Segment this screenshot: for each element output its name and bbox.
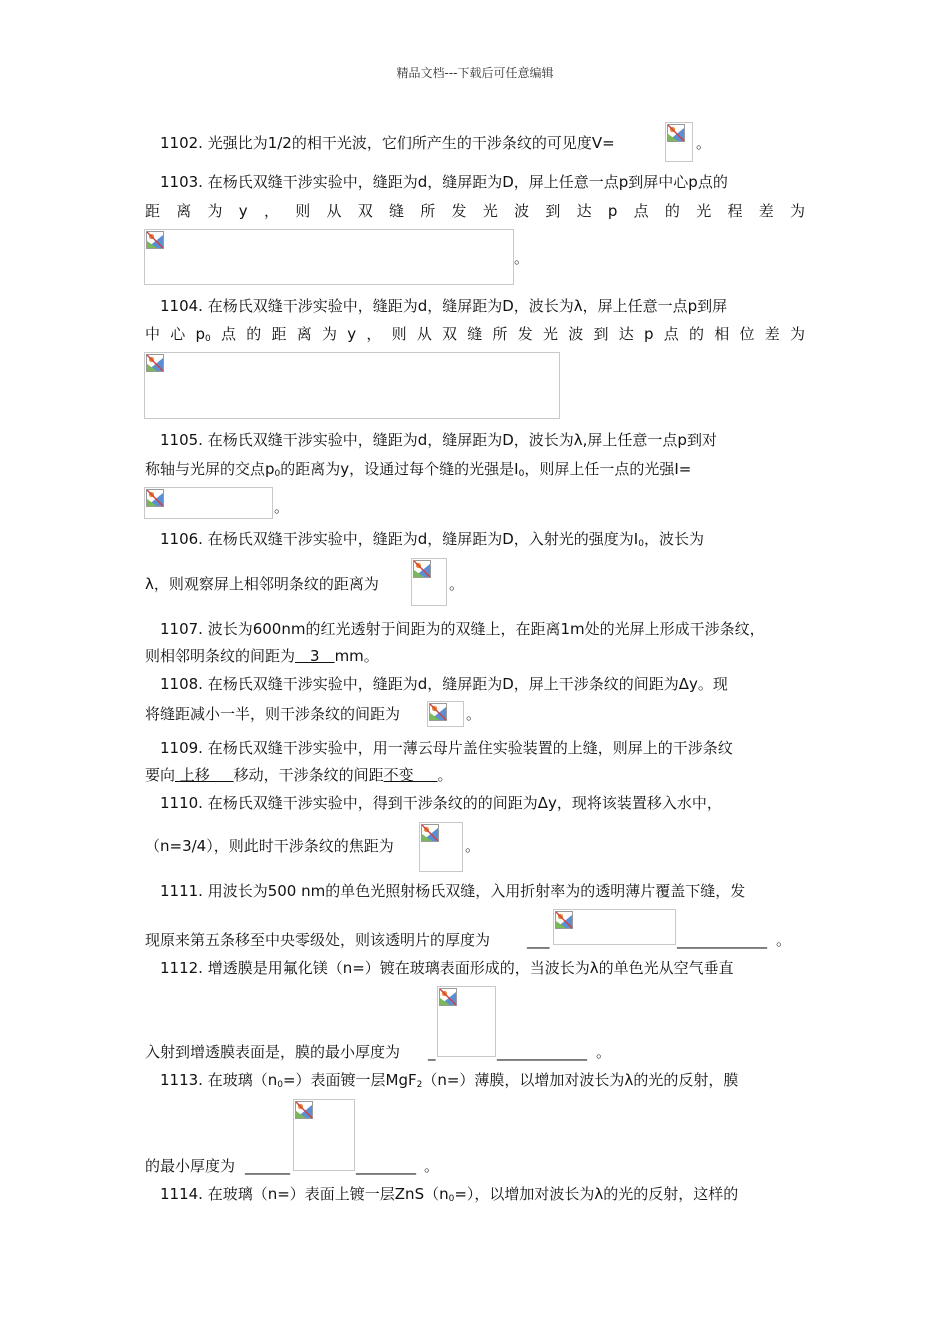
q1103-end: 。: [514, 249, 530, 267]
q1112-line1: 1112. 增透膜是用氟化镁（n=）镀在玻璃表面形成的，当波长为λ的单色光从空气垂直: [160, 959, 734, 977]
q1110-line2: （n=3/4），则此时干涉条纹的焦距为: [145, 837, 394, 855]
q1113-blank-right: ________: [356, 1157, 416, 1175]
q1112-blank-left: _: [428, 1043, 436, 1061]
q1106-formula-image: [411, 558, 447, 606]
broken-image-icon: [146, 354, 164, 372]
broken-image-icon: [555, 911, 573, 929]
q1106-end: 。: [449, 575, 465, 593]
q1108-line1: 1108. 在杨氏双缝干涉实验中，缝距为d，缝屏距为D，屏上干涉条纹的间距为Δy。现: [160, 675, 728, 693]
q1111-blank-right: ____________: [677, 931, 767, 949]
q1113-line1: 1113. 在玻璃$(n_0=)$表面镀一层MgF$_2$（n=）薄膜，以增加对波长为λ的光的反射，膜: [160, 1071, 739, 1090]
q1110-end: 。: [465, 837, 481, 855]
q1111-line1: 1111. 用波长为500 nm的单色光照射杨氏双缝，入用折射率为的透明薄片覆盖下缝，发: [160, 882, 746, 900]
q1113-end: 。: [424, 1157, 440, 1175]
q1107-line1: 1107. 波长为600nm的红光透射于间距为的双缝上，在距离1m处的光屏上形成干涉条纹，: [160, 620, 765, 638]
broken-image-icon: [413, 560, 431, 578]
broken-image-icon: [421, 824, 439, 842]
q1109-answer-direction: 上移: [175, 766, 234, 784]
q1102-formula-image: [665, 122, 693, 162]
q1104-line1: 1104. 在杨氏双缝干涉实验中，缝距为d，缝屏距为D，波长为λ，屏上任意一点p到屏: [160, 297, 728, 315]
q1103-formula-image: [144, 229, 514, 285]
broken-image-icon: [667, 124, 685, 142]
q1111-formula-image: [553, 909, 676, 945]
q1108-formula-image: [427, 701, 464, 727]
q1108-end: 。: [466, 705, 482, 723]
q1104-line2: 中心$p_0$点的距离为y，则从双缝所发光波到达p点的相位差为: [145, 325, 805, 344]
q1113-formula-image: [293, 1099, 355, 1171]
q1103-line2: 距离为y，则从双缝所发光波到达p点的光程差为: [145, 202, 805, 220]
q1110-line1: 1110. 在杨氏双缝干涉实验中，得到干涉条纹的的间距为Δy，现将该装置移入水中，: [160, 794, 722, 812]
q1105-end: 。: [274, 498, 290, 516]
q1113-blank-left: ______: [245, 1157, 290, 1175]
q1109-answer-spacing: 不变: [383, 766, 438, 784]
broken-image-icon: [429, 703, 447, 721]
q1109-line1: 1109. 在杨氏双缝干涉实验中，用一薄云母片盖住实验装置的上缝，则屏上的干涉条纹: [160, 739, 733, 757]
q1111-blank-left: ___: [527, 931, 550, 949]
q1103-line1: 1103. 在杨氏双缝干涉实验中，缝距为d，缝屏距为D，屏上任意一点p到屏中心p点的: [160, 173, 728, 191]
page-header: 精品文档---下载后可任意编辑: [396, 66, 554, 80]
q1102-line: [160, 133, 615, 153]
q1106-line2: λ，则观察屏上相邻明条纹的距离为: [145, 575, 379, 593]
q1111-line2: 现原来第五条移至中央零级处，则该透明片的厚度为: [145, 931, 491, 949]
q1105-line1: 1105. 在杨氏双缝干涉实验中，缝距为d，缝屏距为D，波长为λ,屏上任意一点p到对: [160, 431, 717, 449]
q1112-line2: 入射到增透膜表面是，膜的最小厚度为: [145, 1043, 401, 1061]
broken-image-icon: [146, 231, 164, 249]
q1104-formula-image: [144, 352, 560, 419]
q1102-end: 。: [696, 134, 712, 152]
q1108-line2: 将缝距减小一半，则干涉条纹的间距为: [145, 705, 401, 723]
q1113-line2: 的最小厚度为: [145, 1157, 236, 1175]
q1105-line2: 称轴与光屏的交点$p_0$的距离为y，设通过每个缝的光强是$I_0$，则屏上任一点的光强I=: [145, 460, 692, 479]
q1112-formula-image: [437, 986, 496, 1057]
broken-image-icon: [295, 1101, 313, 1119]
broken-image-icon: [439, 988, 457, 1006]
q1107-answer: 3: [295, 647, 335, 665]
q1112-end: 。: [596, 1043, 612, 1061]
q1106-line1: 1106. 在杨氏双缝干涉实验中，缝距为d，缝屏距为D，入射光的强度为$I_0$，波长为: [160, 530, 704, 549]
q1105-formula-image: [144, 487, 273, 519]
q1102-text: 1102. 光强比为1/2的相干光波，它们所产生的干涉条纹的可见度V=: [160, 134, 615, 152]
q1109-line2: 要向 上移 移动，干涉条纹的间距不变 。: [145, 766, 453, 784]
q1107-line2: 则相邻明条纹的间距为 3 mm。: [145, 647, 379, 665]
q1112-blank-right: ____________: [497, 1043, 587, 1061]
q1111-end: 。: [776, 931, 792, 949]
broken-image-icon: [146, 489, 164, 507]
q1110-formula-image: [419, 822, 463, 872]
q1114-line1: 1114. 在玻璃（n=）表面上镀一层$ZnS(n_0=)$，以增加对波长为λ的光的反射，这样的: [160, 1185, 739, 1204]
